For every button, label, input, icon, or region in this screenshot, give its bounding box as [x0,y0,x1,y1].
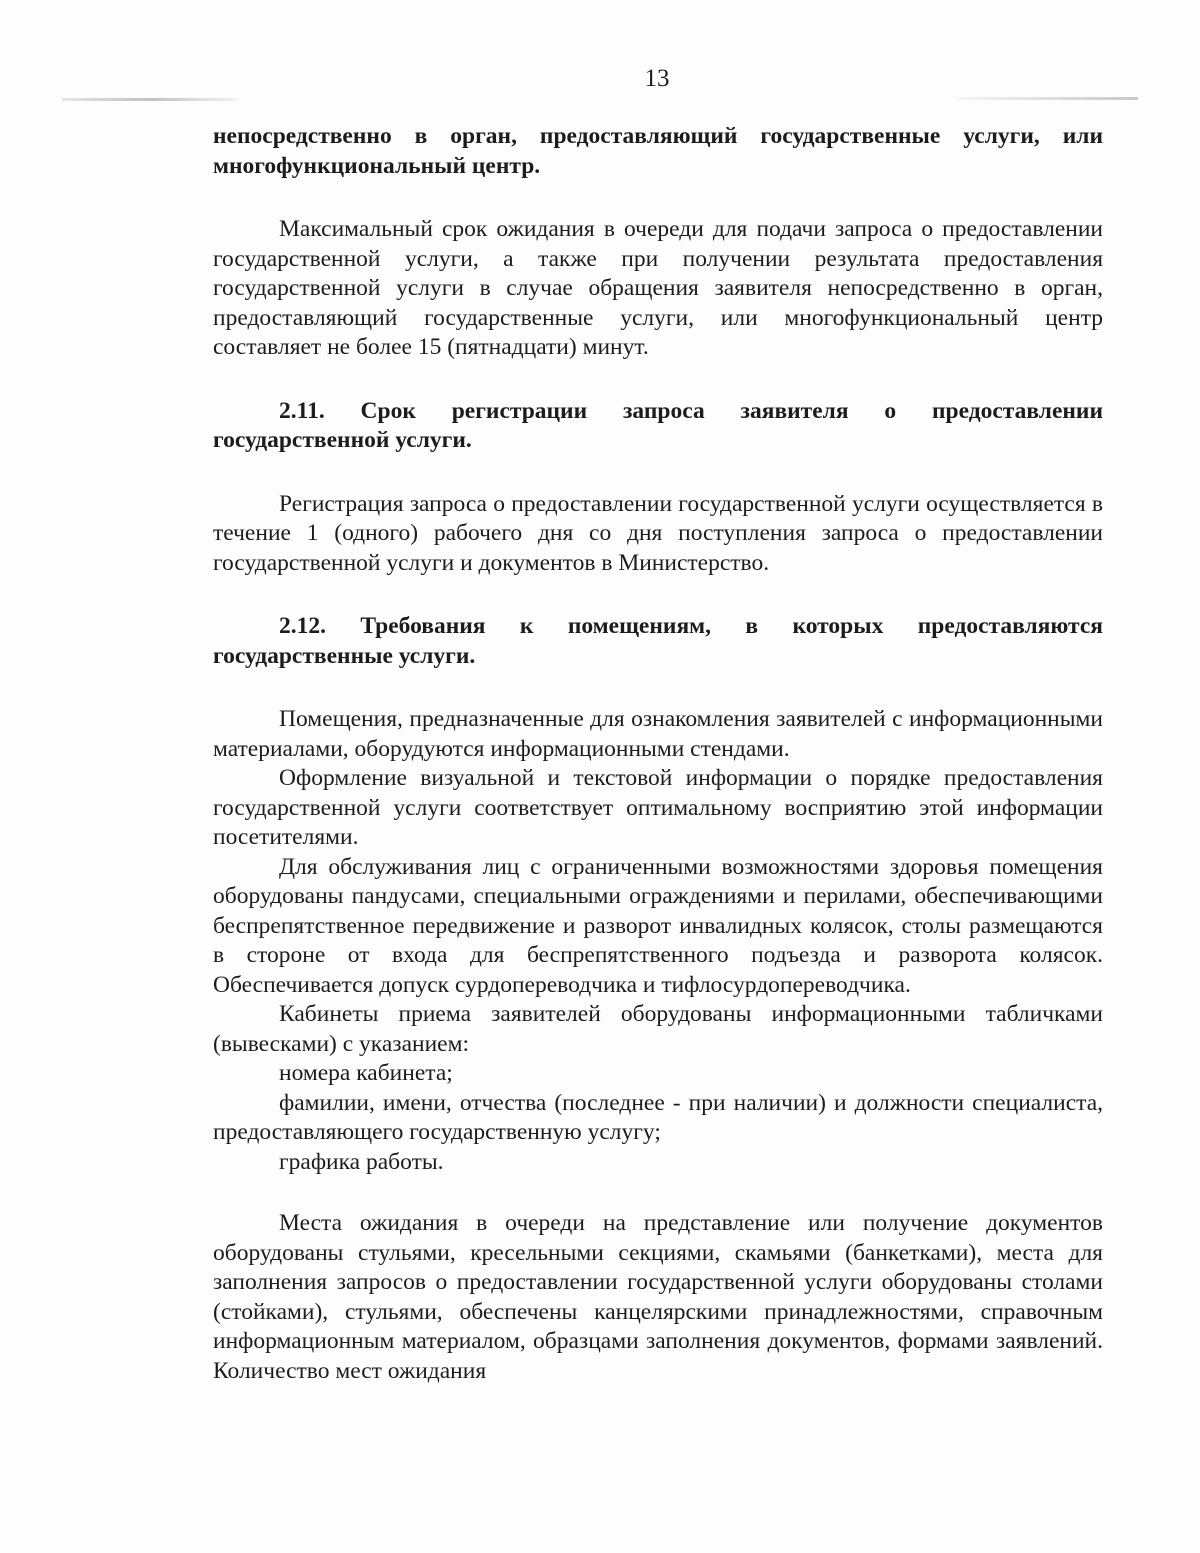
paragraph-waiting-places: Места ожидания в очереди на представление или получение документов оборудованы стульями, кресельными секциями, скамьями (банкетками), места для заполнения запросов о предоставлении государственной услуги оборудованы столами (стойками), стульями, обеспечены канцелярскими принадлежностями, справочным информационным материалом, образцами заполнения документов, формами заявлений. Количество мест ожидания [213,1210,1103,1384]
scan-artifact [958,97,1138,100]
section-heading-2-11: 2.11. Срок регистрации запроса заявителя о предоставлении государственной услуги. [213,397,1103,453]
paragraph-disabled-access: Для обслуживания лиц с ограниченными возможностями здоровья помещения оборудованы пандусами, специальными ограждениями и перилами, обеспечивающими беспрепятственное передвижение и разворот инвалидных колясок, столы размещаются в стороне от входа для беспрепятственного подъезда и разворота колясок. Обеспечивается допуск сурдопереводчика и тифлосурдопереводчика. [213,853,1103,998]
paragraph-premises: Помещения, предназначенные для ознакомления заявителей с информационными материалами, оборудуются информационными стендами. [213,706,1103,762]
list-item-specialist-name: фамилии, имени, отчества (последнее - при наличии) и должности специалиста, предоставляющего государственную услугу; [213,1089,1103,1145]
scan-artifact [62,98,237,101]
document-body [213,122,1103,1386]
section-heading-2-12: 2.12. Требования к помещениям, в которых предоставляются государственные услуги. [213,613,1103,669]
paragraph-registration: Регистрация запроса о предоставлении государственной услуги осуществляется в течение 1 (одного) рабочего дня со дня поступления запроса о предоставлении государственной услуги и документов в Министерство. [213,490,1103,576]
paragraph-design: Оформление визуальной и текстовой информации о порядке предоставления государственной услуги соответствует оптимальному восприятию этой информации посетителями. [213,765,1103,850]
paragraph-max-wait: Максимальный срок ожидания в очереди для подачи запроса о предоставлении государственной услуги, а также при получении результата предоставления государственной услуги в случае обращения заявителя непосредственно в орган, предоставляющий государственные услуги, или многофункциональный центр составляет не более 15 (пятнадцати) минут. [213,216,1103,360]
paragraph-cabinets: Кабинеты приема заявителей оборудованы информационными табличками (вывесками) с указанием: [213,1001,1103,1057]
page-number: 13 [644,65,670,92]
intro-continuation: непосредственно в орган, предоставляющий государственные услуги, или многофункциональный центр. [213,123,1103,179]
list-item-schedule: графика работы. [279,1148,444,1175]
list-item-room-number: номера кабинета; [279,1060,453,1086]
